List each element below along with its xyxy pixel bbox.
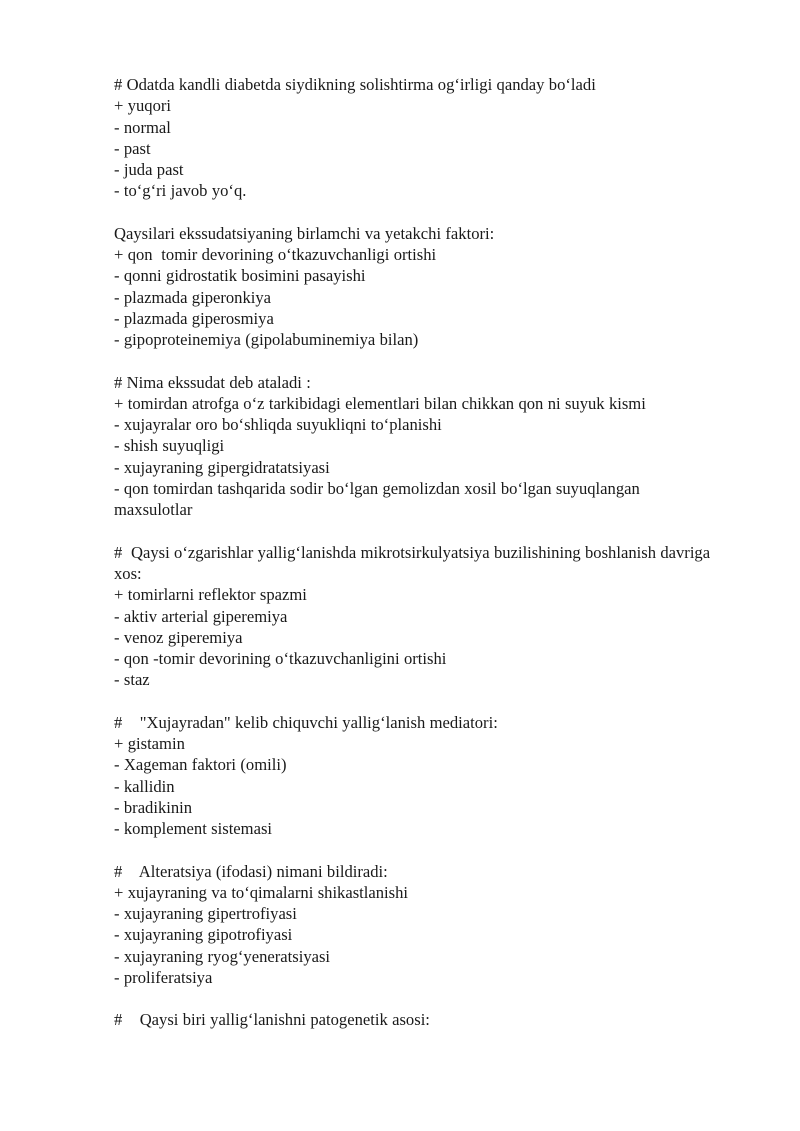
question-block bbox=[114, 1009, 720, 1030]
answer-option: - kallidin bbox=[114, 776, 175, 796]
answer-option: - qon -tomir devorining o‘tkazuvchanligini ortishi bbox=[114, 649, 447, 669]
answer-option: - xujayraning gipotrofiyasi bbox=[114, 925, 293, 945]
answer-option-correct: + tomirlarni reflektor spazmi bbox=[114, 585, 307, 605]
question-stem: # Qaysi o‘zgarishlar yallig‘lanishda mikrotsirkulyatsiya buzilishining boshlanish davriga xos: bbox=[114, 542, 715, 583]
answer-option: - komplement sistemasi bbox=[114, 819, 273, 839]
answer-option: - bradikinin bbox=[114, 797, 193, 817]
question-block bbox=[114, 74, 720, 202]
answer-option: - juda past bbox=[114, 160, 184, 180]
answer-option: - xujayralar oro bo‘shliqda suyukliqni to‘planishi bbox=[114, 415, 442, 435]
answer-option-correct: + gistamin bbox=[114, 734, 185, 754]
answer-option: - plazmada giperosmiya bbox=[114, 308, 274, 328]
question-block bbox=[114, 712, 720, 840]
answer-option: - shish suyuqligi bbox=[114, 436, 225, 456]
answer-option: - xujayraning gipergidratatsiyasi bbox=[114, 457, 330, 477]
answer-option: - staz bbox=[114, 670, 150, 690]
question-stem: # Alteratsiya (ifodasi) nimani bildiradi: bbox=[114, 861, 388, 881]
answer-option: - plazmada giperonkiya bbox=[114, 287, 272, 307]
answer-option-correct: + tomirdan atrofga o‘z tarkibidagi elementlari bilan chikkan qon ni suyuk kismi bbox=[114, 393, 646, 413]
question-stem: # Qaysi biri yallig‘lanishni patogenetik asosi: bbox=[114, 1010, 430, 1030]
answer-option: - normal bbox=[114, 117, 171, 137]
question-stem: Qaysilari ekssudatsiyaning birlamchi va yetakchi faktori: bbox=[114, 223, 495, 243]
question-stem: # Odatda kandli diabetda siydikning solishtirma og‘irligi qanday bo‘ladi bbox=[114, 75, 596, 94]
answer-option-correct: + qon tomir devorining o‘tkazuvchanligi ortishi bbox=[114, 245, 437, 265]
question-block bbox=[114, 861, 720, 989]
answer-option: - qon tomirdan tashqarida sodir bo‘lgan gemolizdan xosil bo‘lgan suyuqlangan maxsulotlar bbox=[114, 479, 645, 520]
question-block bbox=[114, 223, 720, 351]
answer-option: - venoz giperemiya bbox=[114, 627, 243, 647]
answer-option: - xujayraning ryog‘yeneratsiyasi bbox=[114, 946, 331, 966]
answer-option: - xujayraning gipertrofiyasi bbox=[114, 904, 297, 924]
answer-option: - to‘g‘ri javob yo‘q. bbox=[114, 181, 247, 201]
answer-option: - past bbox=[114, 138, 151, 158]
answer-option-correct: + yuqori bbox=[114, 96, 172, 116]
answer-option: - qonni gidrostatik bosimini pasayishi bbox=[114, 266, 366, 286]
question-block bbox=[114, 372, 720, 521]
answer-option: - Xageman faktori (omili) bbox=[114, 755, 287, 775]
question-block bbox=[114, 542, 720, 691]
question-stem: # Nima ekssudat deb ataladi : bbox=[114, 372, 311, 392]
question-stem: # "Xujayradan" kelib chiquvchi yallig‘lanish mediatori: bbox=[114, 712, 498, 732]
document-text-body bbox=[114, 74, 720, 1031]
answer-option: - proliferatsiya bbox=[114, 967, 213, 987]
answer-option: - aktiv arterial giperemiya bbox=[114, 606, 288, 626]
answer-option: - gipoproteinemiya (gipolabuminemiya bilan) bbox=[114, 330, 419, 350]
answer-option-correct: + xujayraning va to‘qimalarni shikastlanishi bbox=[114, 882, 409, 902]
